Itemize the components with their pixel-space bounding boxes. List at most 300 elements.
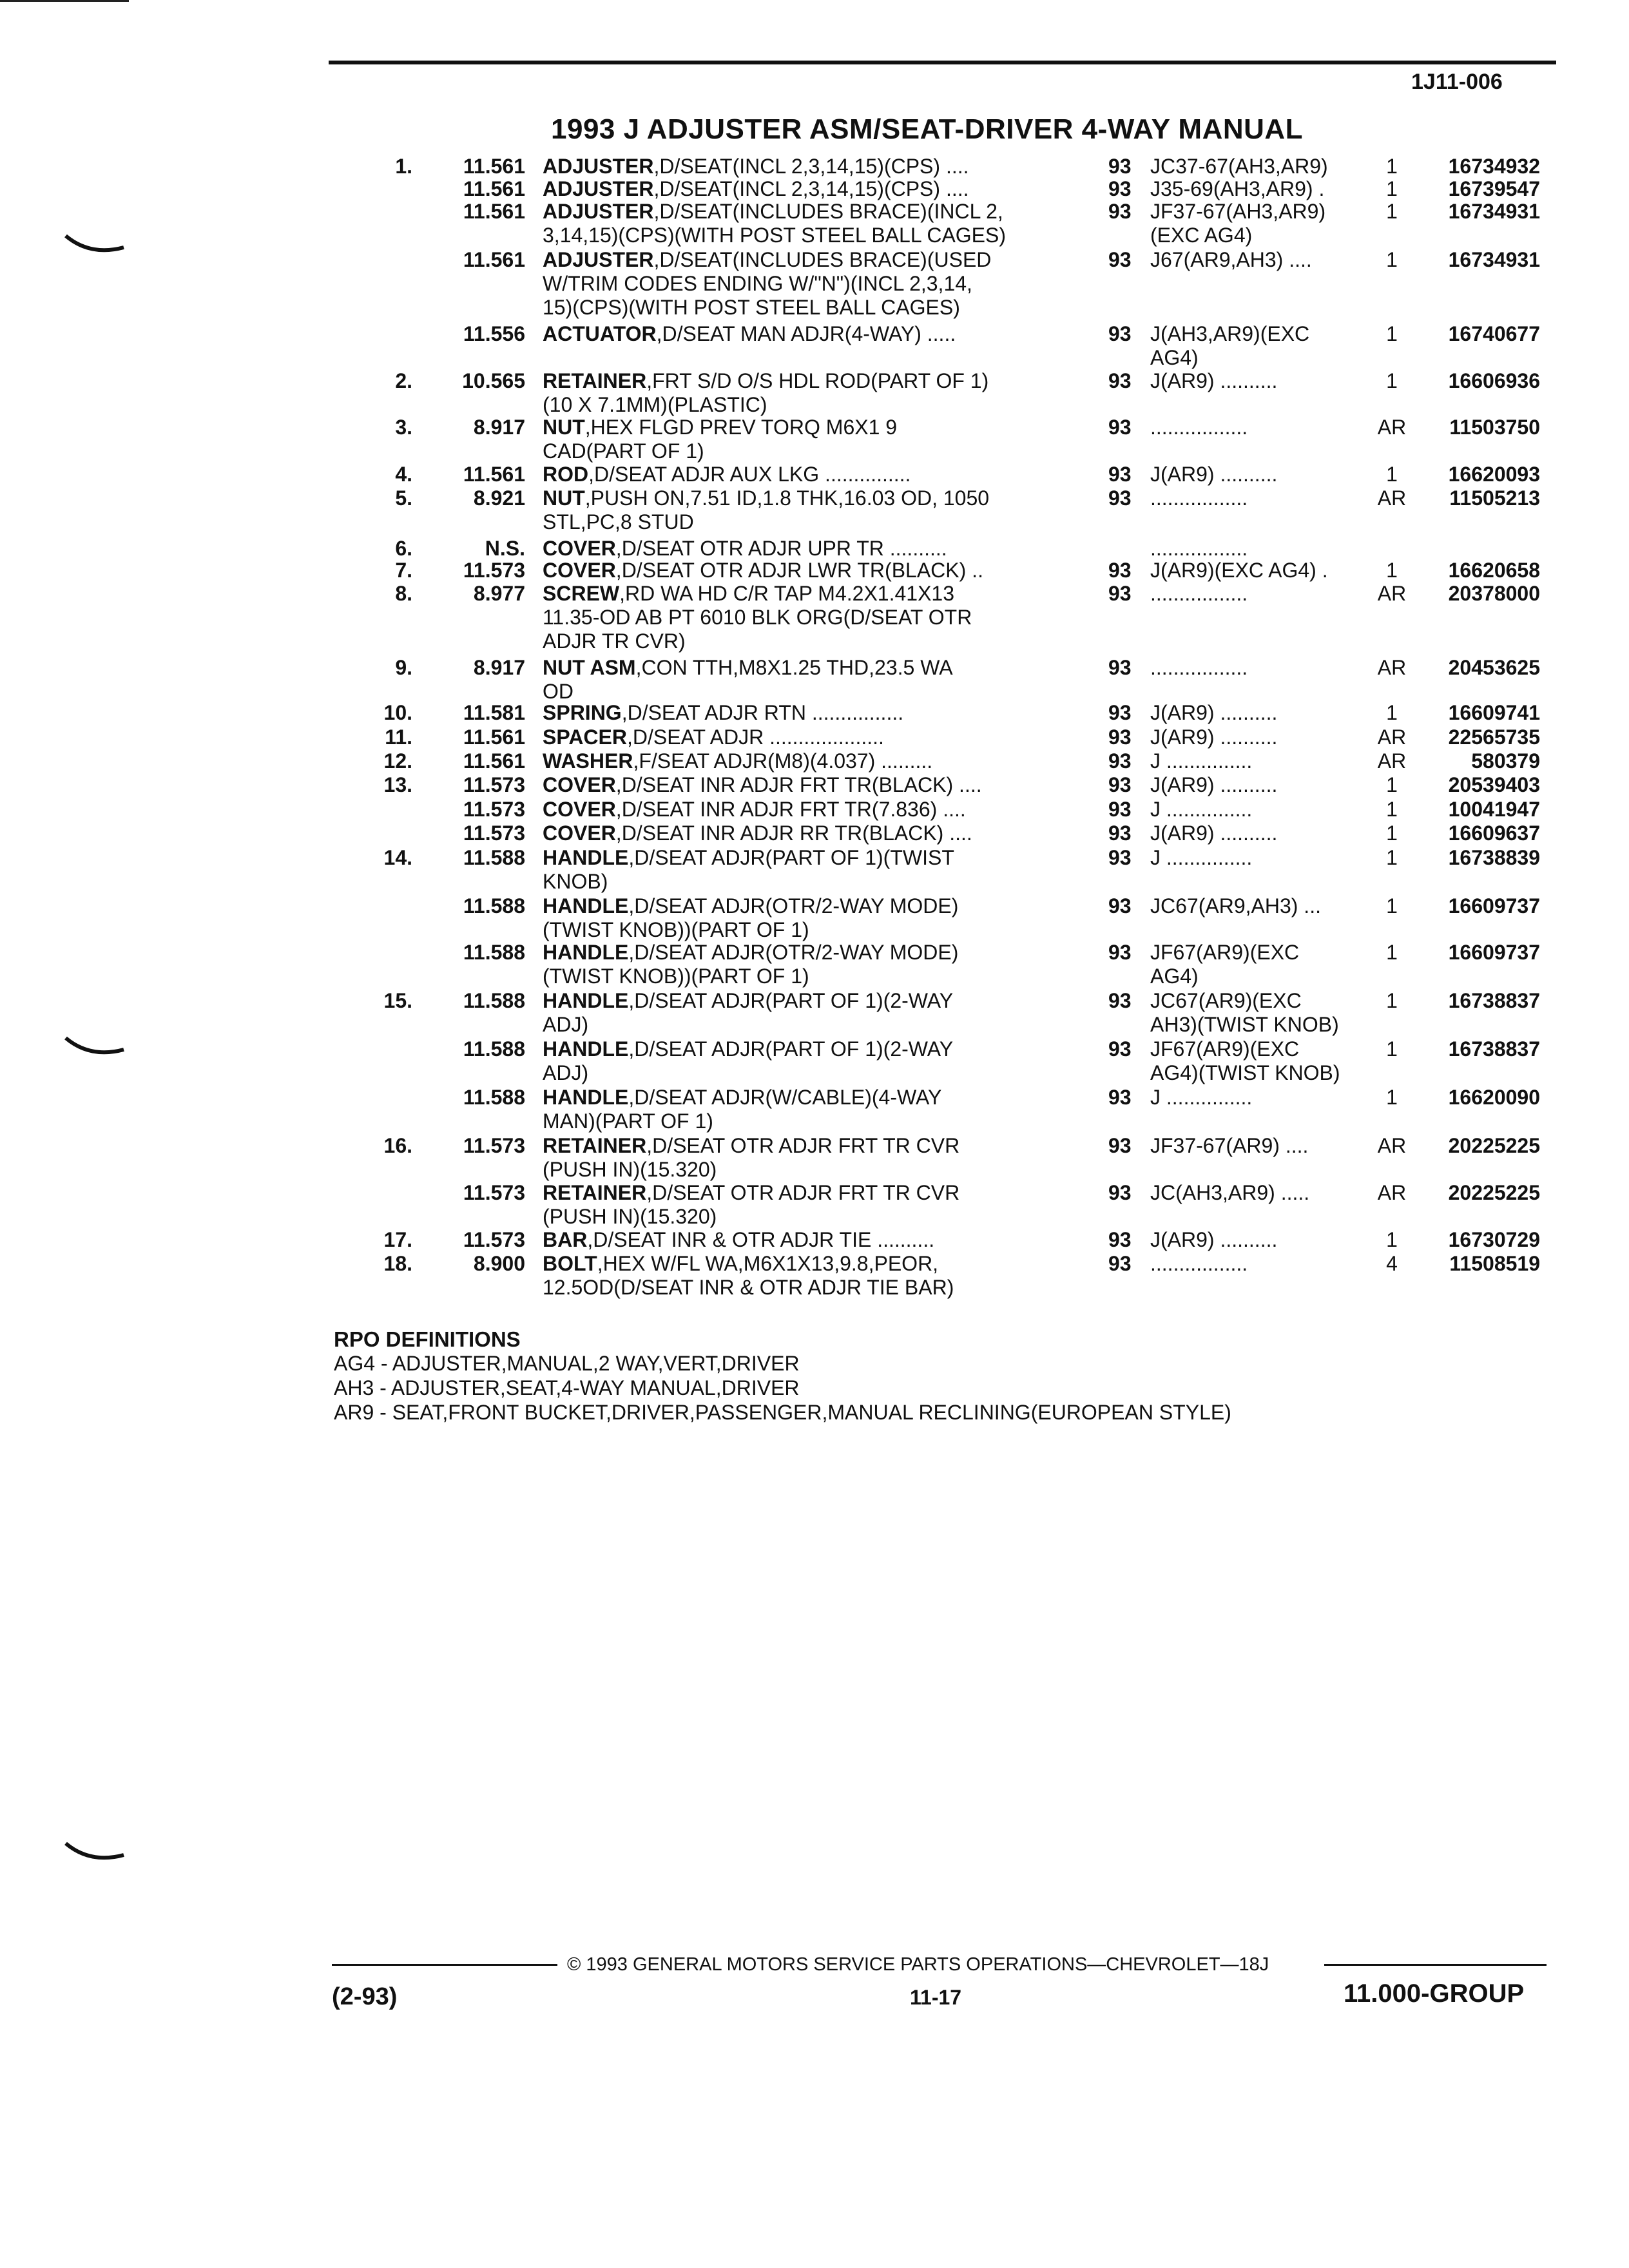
description-line bbox=[543, 155, 1077, 178]
part-description bbox=[543, 894, 1077, 942]
part-description bbox=[543, 248, 1077, 320]
figure-number: 11.588 bbox=[463, 1086, 525, 1109]
part-number: 22565735 bbox=[1448, 726, 1540, 749]
part-number: 20225225 bbox=[1448, 1181, 1540, 1204]
revision-date: (2-93) bbox=[332, 1983, 398, 2010]
figure-number: 11.588 bbox=[463, 1037, 525, 1061]
part-number: 20453625 bbox=[1448, 656, 1540, 679]
model-usage: JF67(AR9)(EXC AG4) bbox=[1150, 941, 1300, 988]
part-description bbox=[543, 582, 1077, 653]
model-usage: J35-69(AH3,AR9) . bbox=[1150, 177, 1325, 200]
part-number: 16609637 bbox=[1448, 822, 1540, 845]
model-year: 93 bbox=[1108, 749, 1132, 773]
rpo-definition: AH3 - ADJUSTER,SEAT,4-WAY MANUAL,DRIVER bbox=[334, 1376, 800, 1399]
part-description bbox=[543, 1228, 1077, 1252]
part-description bbox=[543, 749, 1077, 773]
figure-number: 11.561 bbox=[463, 200, 525, 223]
part-description bbox=[543, 773, 1077, 797]
part-name: BOLT bbox=[543, 1252, 597, 1275]
model-usage: ................. bbox=[1150, 656, 1248, 679]
figure-number: N.S. bbox=[485, 537, 525, 560]
description-line bbox=[543, 941, 1077, 965]
part-name: ADJUSTER bbox=[543, 177, 654, 200]
model-year: 93 bbox=[1108, 894, 1132, 918]
model-year: 93 bbox=[1108, 486, 1132, 510]
part-name: COVER bbox=[543, 773, 616, 796]
figure-number: 11.573 bbox=[463, 559, 525, 582]
description-line: ADJR TR CVR) bbox=[543, 629, 686, 653]
figure-number: 11.573 bbox=[463, 1228, 525, 1251]
figure-number: 11.573 bbox=[463, 822, 525, 845]
part-name: HANDLE bbox=[543, 1086, 629, 1109]
description-line bbox=[543, 1086, 1077, 1110]
description-line bbox=[543, 798, 1077, 822]
part-description bbox=[543, 200, 1077, 247]
model-usage: J(AH3,AR9)(EXC AG4) bbox=[1150, 322, 1310, 369]
description-text: ,HEX FLGD PREV TORQ M6X1 9 bbox=[584, 416, 898, 439]
model-year: 93 bbox=[1108, 701, 1132, 724]
description-line: 15)(CPS)(WITH POST STEEL BALL CAGES) bbox=[543, 296, 960, 319]
description-text: ,D/SEAT(INCL 2,3,14,15)(CPS) .... bbox=[653, 155, 969, 178]
quantity: 1 bbox=[1386, 463, 1398, 486]
figure-number: 11.573 bbox=[463, 798, 525, 821]
part-number: 580379 bbox=[1471, 749, 1540, 773]
part-description bbox=[543, 177, 1077, 201]
model-usage: ................. bbox=[1150, 1252, 1248, 1275]
part-number: 16609737 bbox=[1448, 894, 1540, 918]
part-name: SCREW bbox=[543, 582, 620, 605]
quantity: 1 bbox=[1386, 369, 1398, 392]
figure-number: 8.917 bbox=[473, 416, 525, 439]
description-text: ,D/SEAT(INCLUDES BRACE)(USED bbox=[653, 248, 992, 271]
rpo-heading: RPO DEFINITIONS bbox=[334, 1327, 521, 1351]
item-number: 3. bbox=[395, 416, 412, 439]
figure-number: 11.561 bbox=[463, 177, 525, 200]
part-description bbox=[543, 989, 1077, 1037]
part-name: RETAINER bbox=[543, 1134, 647, 1157]
quantity: AR bbox=[1377, 656, 1407, 679]
figure-number: 11.573 bbox=[463, 1134, 525, 1157]
description-text: ,D/SEAT ADJR .................... bbox=[626, 726, 884, 749]
part-number: 16734931 bbox=[1448, 248, 1540, 271]
description-line bbox=[543, 559, 1077, 582]
description-line bbox=[543, 846, 1077, 870]
model-usage: ................. bbox=[1150, 537, 1248, 560]
part-name: HANDLE bbox=[543, 1037, 629, 1061]
description-line: MAN)(PART OF 1) bbox=[543, 1110, 713, 1133]
description-line: 12.5OD(D/SEAT INR & OTR ADJR TIE BAR) bbox=[543, 1276, 954, 1299]
model-year: 93 bbox=[1108, 1086, 1132, 1109]
quantity: AR bbox=[1377, 726, 1407, 749]
part-number: 16620658 bbox=[1448, 559, 1540, 582]
binder-mark-icon bbox=[64, 1034, 126, 1060]
part-name: COVER bbox=[543, 822, 616, 845]
part-name: ADJUSTER bbox=[543, 248, 654, 271]
description-line bbox=[543, 656, 1077, 680]
description-text: ,D/SEAT OTR ADJR LWR TR(BLACK) .. bbox=[615, 559, 983, 582]
part-number: 16609741 bbox=[1448, 701, 1540, 724]
part-number: 16738837 bbox=[1448, 1037, 1540, 1061]
description-line: STL,PC,8 STUD bbox=[543, 510, 694, 533]
description-line bbox=[543, 749, 1077, 773]
figure-number: 11.561 bbox=[463, 463, 525, 486]
part-name: ADJUSTER bbox=[543, 155, 654, 178]
part-name: RETAINER bbox=[543, 1181, 647, 1204]
quantity: 1 bbox=[1386, 941, 1398, 964]
binder-mark-icon bbox=[64, 1840, 126, 1865]
figure-number: 11.581 bbox=[463, 701, 525, 724]
model-year: 93 bbox=[1108, 177, 1132, 200]
quantity: 1 bbox=[1386, 989, 1398, 1012]
figure-number: 11.561 bbox=[463, 749, 525, 773]
quantity: 1 bbox=[1386, 894, 1398, 918]
figure-number: 11.561 bbox=[463, 726, 525, 749]
model-year: 93 bbox=[1108, 369, 1132, 392]
corner-rule bbox=[0, 0, 129, 2]
description-text: ,PUSH ON,7.51 ID,1.8 THK,16.03 OD, 1050 bbox=[584, 486, 990, 510]
quantity: 1 bbox=[1386, 1086, 1398, 1109]
part-name: ADJUSTER bbox=[543, 200, 654, 223]
description-line bbox=[543, 177, 1077, 201]
model-year: 93 bbox=[1108, 1228, 1132, 1251]
part-description bbox=[543, 416, 1077, 463]
figure-number: 8.977 bbox=[473, 582, 525, 605]
quantity: AR bbox=[1377, 1181, 1407, 1204]
quantity: 1 bbox=[1386, 1037, 1398, 1061]
description-line: OD bbox=[543, 680, 574, 703]
figure-number: 10.565 bbox=[462, 369, 525, 392]
item-number: 2. bbox=[395, 369, 412, 392]
model-usage: J(AR9)(EXC AG4) . bbox=[1150, 559, 1328, 582]
part-description bbox=[543, 846, 1077, 894]
model-usage: J(AR9) .......... bbox=[1150, 822, 1278, 845]
model-year: 93 bbox=[1108, 155, 1132, 178]
quantity: 1 bbox=[1386, 322, 1398, 345]
quantity: AR bbox=[1377, 486, 1407, 510]
part-number: 16734932 bbox=[1448, 155, 1540, 178]
description-line: 11.35-OD AB PT 6010 BLK ORG(D/SEAT OTR bbox=[543, 606, 972, 629]
description-line bbox=[543, 416, 1077, 439]
quantity: 1 bbox=[1386, 846, 1398, 869]
part-description bbox=[543, 486, 1077, 534]
part-number: 16739547 bbox=[1448, 177, 1540, 200]
description-line bbox=[543, 486, 1077, 510]
description-text: ,D/SEAT OTR ADJR UPR TR .......... bbox=[615, 537, 947, 560]
item-number: 4. bbox=[395, 463, 412, 486]
rpo-definition: AG4 - ADJUSTER,MANUAL,2 WAY,VERT,DRIVER bbox=[334, 1352, 800, 1375]
model-year: 93 bbox=[1108, 1252, 1132, 1275]
part-number: 16620090 bbox=[1448, 1086, 1540, 1109]
description-text: ,D/SEAT INR & OTR ADJR TIE .......... bbox=[587, 1228, 935, 1251]
part-name: NUT bbox=[543, 416, 585, 439]
part-name: HANDLE bbox=[543, 846, 629, 869]
quantity: 1 bbox=[1386, 701, 1398, 724]
part-name: NUT ASM bbox=[543, 656, 636, 679]
description-text: ,D/SEAT ADJR(OTR/2-WAY MODE) bbox=[628, 941, 959, 964]
description-text: ,D/SEAT INR ADJR FRT TR(BLACK) .... bbox=[615, 773, 982, 796]
model-usage: JF37-67(AR9) .... bbox=[1150, 1134, 1309, 1157]
part-number: 16740677 bbox=[1448, 322, 1540, 345]
part-number: 20378000 bbox=[1448, 582, 1540, 605]
description-line: 3,14,15)(CPS)(WITH POST STEEL BALL CAGES) bbox=[543, 224, 1007, 247]
model-usage: ................. bbox=[1150, 582, 1248, 605]
part-name: SPACER bbox=[543, 726, 627, 749]
model-usage: J ............... bbox=[1150, 749, 1253, 773]
description-text: ,D/SEAT OTR ADJR FRT TR CVR bbox=[646, 1181, 960, 1204]
quantity: AR bbox=[1377, 582, 1407, 605]
model-year: 93 bbox=[1108, 463, 1132, 486]
part-number: 16606936 bbox=[1448, 369, 1540, 392]
description-line: W/TRIM CODES ENDING W/"N")(INCL 2,3,14, bbox=[543, 272, 972, 295]
model-usage: ................. bbox=[1150, 486, 1248, 510]
part-number: 16734931 bbox=[1448, 200, 1540, 223]
description-text: ,D/SEAT INR ADJR RR TR(BLACK) .... bbox=[615, 822, 972, 845]
description-line: (TWIST KNOB))(PART OF 1) bbox=[543, 918, 809, 941]
item-number: 16. bbox=[383, 1134, 412, 1157]
model-year: 93 bbox=[1108, 656, 1132, 679]
model-year: 93 bbox=[1108, 989, 1132, 1012]
model-usage: JC67(AR9,AH3) ... bbox=[1150, 894, 1321, 918]
part-description bbox=[543, 463, 1077, 486]
description-line bbox=[543, 701, 1077, 725]
item-number: 6. bbox=[395, 537, 412, 560]
quantity: 1 bbox=[1386, 822, 1398, 845]
model-year: 93 bbox=[1108, 322, 1132, 345]
model-usage: JC67(AR9)(EXC AH3)(TWIST KNOB) bbox=[1150, 989, 1339, 1036]
part-name: RETAINER bbox=[543, 369, 647, 392]
model-usage: JF67(AR9)(EXC AG4)(TWIST KNOB) bbox=[1150, 1037, 1340, 1084]
description-line bbox=[543, 582, 1077, 606]
description-text: ,D/SEAT ADJR RTN ................ bbox=[621, 701, 904, 724]
quantity: 4 bbox=[1386, 1252, 1398, 1275]
item-number: 15. bbox=[383, 989, 412, 1012]
part-number: 20225225 bbox=[1448, 1134, 1540, 1157]
description-line bbox=[543, 822, 1077, 845]
page-number: 11-17 bbox=[910, 1986, 962, 2009]
page-id: 1J11-006 bbox=[1411, 70, 1503, 94]
description-line bbox=[543, 726, 1077, 749]
description-line bbox=[543, 537, 1077, 561]
item-number: 13. bbox=[383, 773, 412, 796]
page-title: 1993 J ADJUSTER ASM/SEAT-DRIVER 4-WAY MANUAL bbox=[551, 113, 1304, 145]
part-name: COVER bbox=[543, 559, 616, 582]
model-usage: ................. bbox=[1150, 416, 1248, 439]
description-text: ,CON TTH,M8X1.25 THD,23.5 WA bbox=[635, 656, 953, 679]
item-number: 9. bbox=[395, 656, 412, 679]
description-line: KNOB) bbox=[543, 870, 608, 893]
model-year: 93 bbox=[1108, 200, 1132, 223]
quantity: 1 bbox=[1386, 155, 1398, 178]
part-name: HANDLE bbox=[543, 941, 629, 964]
item-number: 5. bbox=[395, 486, 412, 510]
model-year: 93 bbox=[1108, 941, 1132, 964]
model-usage: J(AR9) .......... bbox=[1150, 1228, 1278, 1251]
part-description bbox=[543, 798, 1077, 822]
model-year: 93 bbox=[1108, 822, 1132, 845]
model-year: 93 bbox=[1108, 726, 1132, 749]
description-line bbox=[543, 894, 1077, 918]
description-text: ,D/SEAT ADJR(PART OF 1)(2-WAY bbox=[628, 989, 954, 1012]
model-year: 93 bbox=[1108, 582, 1132, 605]
quantity: 1 bbox=[1386, 559, 1398, 582]
part-number: 16738839 bbox=[1448, 846, 1540, 869]
model-year: 93 bbox=[1108, 846, 1132, 869]
part-description bbox=[543, 1181, 1077, 1229]
description-text: ,D/SEAT ADJR AUX LKG ............... bbox=[588, 463, 911, 486]
description-line: (PUSH IN)(15.320) bbox=[543, 1205, 717, 1228]
description-line bbox=[543, 1181, 1077, 1205]
description-line bbox=[543, 369, 1077, 393]
figure-number: 8.900 bbox=[473, 1252, 525, 1275]
part-name: HANDLE bbox=[543, 894, 629, 918]
description-line bbox=[543, 1228, 1077, 1252]
model-usage: J(AR9) .......... bbox=[1150, 726, 1278, 749]
part-description bbox=[543, 822, 1077, 845]
model-usage: J(AR9) .......... bbox=[1150, 773, 1278, 796]
part-description bbox=[543, 1252, 1077, 1300]
description-line: (TWIST KNOB))(PART OF 1) bbox=[543, 965, 809, 988]
description-line: (PUSH IN)(15.320) bbox=[543, 1158, 717, 1181]
description-line bbox=[543, 200, 1077, 224]
model-year: 93 bbox=[1108, 248, 1132, 271]
item-number: 1. bbox=[395, 155, 412, 178]
quantity: AR bbox=[1377, 1134, 1407, 1157]
model-usage: J67(AR9,AH3) .... bbox=[1150, 248, 1312, 271]
header-rule bbox=[329, 61, 1556, 64]
part-number: 11505213 bbox=[1449, 486, 1540, 510]
description-line bbox=[543, 1134, 1077, 1158]
description-line: (10 X 7.1MM)(PLASTIC) bbox=[543, 393, 767, 416]
description-text: ,D/SEAT(INCL 2,3,14,15)(CPS) .... bbox=[653, 177, 969, 200]
description-line bbox=[543, 1037, 1077, 1061]
part-description bbox=[543, 1037, 1077, 1085]
quantity: 1 bbox=[1386, 177, 1398, 200]
part-name: BAR bbox=[543, 1228, 588, 1251]
rpo-definition: AR9 - SEAT,FRONT BUCKET,DRIVER,PASSENGER,MANUAL RECLINING(EUROPEAN STYLE) bbox=[334, 1401, 1231, 1424]
figure-number: 8.917 bbox=[473, 656, 525, 679]
part-name: ROD bbox=[543, 463, 589, 486]
item-number: 17. bbox=[383, 1228, 412, 1251]
quantity: AR bbox=[1377, 416, 1407, 439]
description-line bbox=[543, 248, 1077, 272]
model-year: 93 bbox=[1108, 1037, 1132, 1061]
description-line bbox=[543, 322, 1077, 346]
item-number: 14. bbox=[383, 846, 412, 869]
part-name: NUT bbox=[543, 486, 585, 510]
part-description bbox=[543, 559, 1077, 582]
item-number: 7. bbox=[395, 559, 412, 582]
part-name: SPRING bbox=[543, 701, 622, 724]
description-line bbox=[543, 989, 1077, 1013]
figure-number: 11.561 bbox=[463, 155, 525, 178]
model-year: 93 bbox=[1108, 773, 1132, 796]
part-number: 10041947 bbox=[1448, 798, 1540, 821]
quantity: 1 bbox=[1386, 200, 1398, 223]
model-usage: J(AR9) .......... bbox=[1150, 463, 1278, 486]
part-number: 16730729 bbox=[1448, 1228, 1540, 1251]
copyright-notice: © 1993 GENERAL MOTORS SERVICE PARTS OPERATIONS—CHEVROLET—18J bbox=[567, 1954, 1269, 1975]
figure-number: 11.573 bbox=[463, 773, 525, 796]
description-text: ,D/SEAT(INCLUDES BRACE)(INCL 2, bbox=[653, 200, 1003, 223]
figure-number: 11.588 bbox=[463, 894, 525, 918]
quantity: 1 bbox=[1386, 798, 1398, 821]
description-text: ,HEX W/FL WA,M6X1X13,9.8,PEOR, bbox=[597, 1252, 939, 1275]
quantity: AR bbox=[1377, 749, 1407, 773]
quantity: 1 bbox=[1386, 248, 1398, 271]
part-description bbox=[543, 656, 1077, 704]
footer-rule-left bbox=[332, 1964, 557, 1966]
part-number: 16620093 bbox=[1448, 463, 1540, 486]
model-usage: J(AR9) .......... bbox=[1150, 369, 1278, 392]
figure-number: 11.588 bbox=[463, 989, 525, 1012]
part-description bbox=[543, 701, 1077, 725]
description-text: ,RD WA HD C/R TAP M4.2X1.41X13 bbox=[619, 582, 954, 605]
part-number: 16609737 bbox=[1448, 941, 1540, 964]
footer-rule-right bbox=[1324, 1964, 1547, 1966]
model-year: 93 bbox=[1108, 1134, 1132, 1157]
description-line: ADJ) bbox=[543, 1061, 589, 1084]
model-usage: JF37-67(AH3,AR9) (EXC AG4) bbox=[1150, 200, 1326, 247]
part-number: 11508519 bbox=[1449, 1252, 1540, 1275]
group-number: 11.000-GROUP bbox=[1344, 1979, 1525, 2008]
model-year: 93 bbox=[1108, 559, 1132, 582]
part-number: 16738837 bbox=[1448, 989, 1540, 1012]
part-description bbox=[543, 155, 1077, 178]
description-text: ,D/SEAT ADJR(W/CABLE)(4-WAY bbox=[628, 1086, 942, 1109]
item-number: 10. bbox=[383, 701, 412, 724]
model-usage: JC37-67(AH3,AR9) bbox=[1150, 155, 1328, 178]
item-number: 18. bbox=[383, 1252, 412, 1275]
figure-number: 11.573 bbox=[463, 1181, 525, 1204]
part-description bbox=[543, 369, 1077, 417]
part-name: WASHER bbox=[543, 749, 633, 773]
part-description bbox=[543, 537, 1077, 561]
description-text: ,F/SEAT ADJR(M8)(4.037) ......... bbox=[633, 749, 933, 773]
item-number: 11. bbox=[385, 726, 412, 749]
part-number: 20539403 bbox=[1448, 773, 1540, 796]
part-name: ACTUATOR bbox=[543, 322, 657, 345]
part-description bbox=[543, 1134, 1077, 1182]
figure-number: 11.556 bbox=[463, 322, 525, 345]
part-description bbox=[543, 726, 1077, 749]
model-year: 93 bbox=[1108, 416, 1132, 439]
description-line: ADJ) bbox=[543, 1013, 589, 1036]
description-text: ,D/SEAT ADJR(PART OF 1)(2-WAY bbox=[628, 1037, 954, 1061]
part-description bbox=[543, 1086, 1077, 1133]
part-number: 11503750 bbox=[1449, 416, 1540, 439]
item-number: 12. bbox=[383, 749, 412, 773]
part-name: HANDLE bbox=[543, 989, 629, 1012]
description-line bbox=[543, 1252, 1077, 1276]
description-line bbox=[543, 463, 1077, 486]
model-usage: JC(AH3,AR9) ..... bbox=[1150, 1181, 1310, 1204]
part-description bbox=[543, 322, 1077, 346]
figure-number: 11.588 bbox=[463, 941, 525, 964]
model-year: 93 bbox=[1108, 798, 1132, 821]
description-text: ,D/SEAT INR ADJR FRT TR(7.836) .... bbox=[615, 798, 966, 821]
description-text: ,D/SEAT ADJR(OTR/2-WAY MODE) bbox=[628, 894, 959, 918]
part-name: COVER bbox=[543, 537, 616, 560]
part-name: COVER bbox=[543, 798, 616, 821]
description-text: ,FRT S/D O/S HDL ROD(PART OF 1) bbox=[646, 369, 989, 392]
quantity: 1 bbox=[1386, 1228, 1398, 1251]
item-number: 8. bbox=[395, 582, 412, 605]
model-usage: J ............... bbox=[1150, 1086, 1253, 1109]
binder-mark-icon bbox=[64, 232, 126, 258]
description-line bbox=[543, 773, 1077, 797]
description-line: CAD(PART OF 1) bbox=[543, 439, 704, 463]
figure-number: 11.561 bbox=[463, 248, 525, 271]
